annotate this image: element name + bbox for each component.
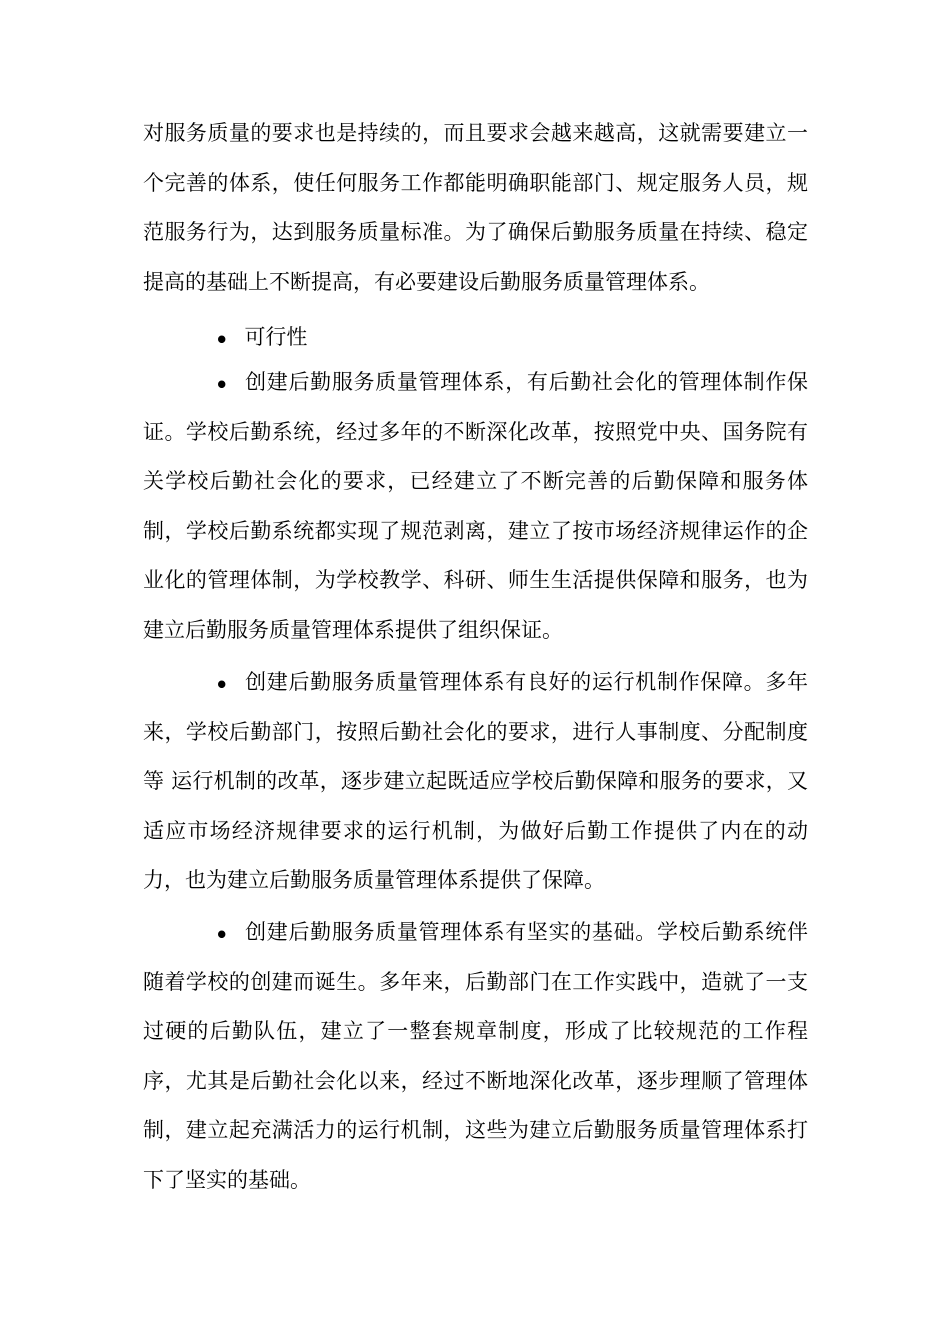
paragraph-text: 对服务质量的要求也是持续的，而且要求会越来越高，这就需要建立一个完善的体系，使任何服务工作都能明确职能部门、规定服务人员，规范服务行为，达到服务质量标准。为了确保后勤服务质量在持续、稳定提高的基础上不断提高，有必要建设后勤服务质量管理体系。 (143, 121, 808, 294)
bullet-icon: • (215, 373, 229, 397)
paragraph-operating-mechanism (143, 658, 808, 906)
paragraph-service-quality (143, 109, 808, 307)
paragraph-solid-foundation (143, 908, 808, 1205)
paragraph-management-system (143, 358, 808, 655)
paragraph-text: 创建后勤服务质量管理体系，有后勤社会化的管理体制作保证。学校后勤系统，经过多年的不断深化改革，按照党中央、国务院有关学校后勤社会化的要求，已经建立了不断完善的后勤保障和服务体制，学校后勤系统都实现了规范剥离，建立了按市场经济规律运作的企业化的管理体制，为学校教学、科研、师生生活提供保障和服务，也为建立后勤服务质量管理体系提供了组织保证。 (143, 370, 808, 642)
paragraph-text: 创建后勤服务质量管理体系有坚实的基础。学校后勤系统伴随着学校的创建而诞生。多年来，后勤部门在工作实践中，造就了一支过硬的后勤队伍，建立了一整套规章制度，形成了比较规范的工作程序，尤其是后勤社会化以来，经过不断地深化改革，逐步理顺了管理体制，建立起充满活力的运行机制，这些为建立后勤服务质量管理体系打下了坚实的基础。 (143, 920, 808, 1192)
heading-text: 可行性 (244, 325, 308, 349)
bullet-icon: • (215, 673, 229, 697)
bullet-icon: • (215, 328, 229, 352)
paragraph-text: 创建后勤服务质量管理体系有良好的运行机制作保障。多年来，学校后勤部门，按照后勤社会化的要求，进行人事制度、分配制度等 运行机制的改革，逐步建立起既适应学校后勤保障和服务的要求，又适应市场经济规律要求的运行机制，为做好后勤工作提供了内在的动力，也为建立后勤服务质量管理体系提供了保障。 (143, 670, 808, 892)
bullet-icon: • (215, 923, 229, 947)
heading-feasibility (143, 313, 808, 363)
